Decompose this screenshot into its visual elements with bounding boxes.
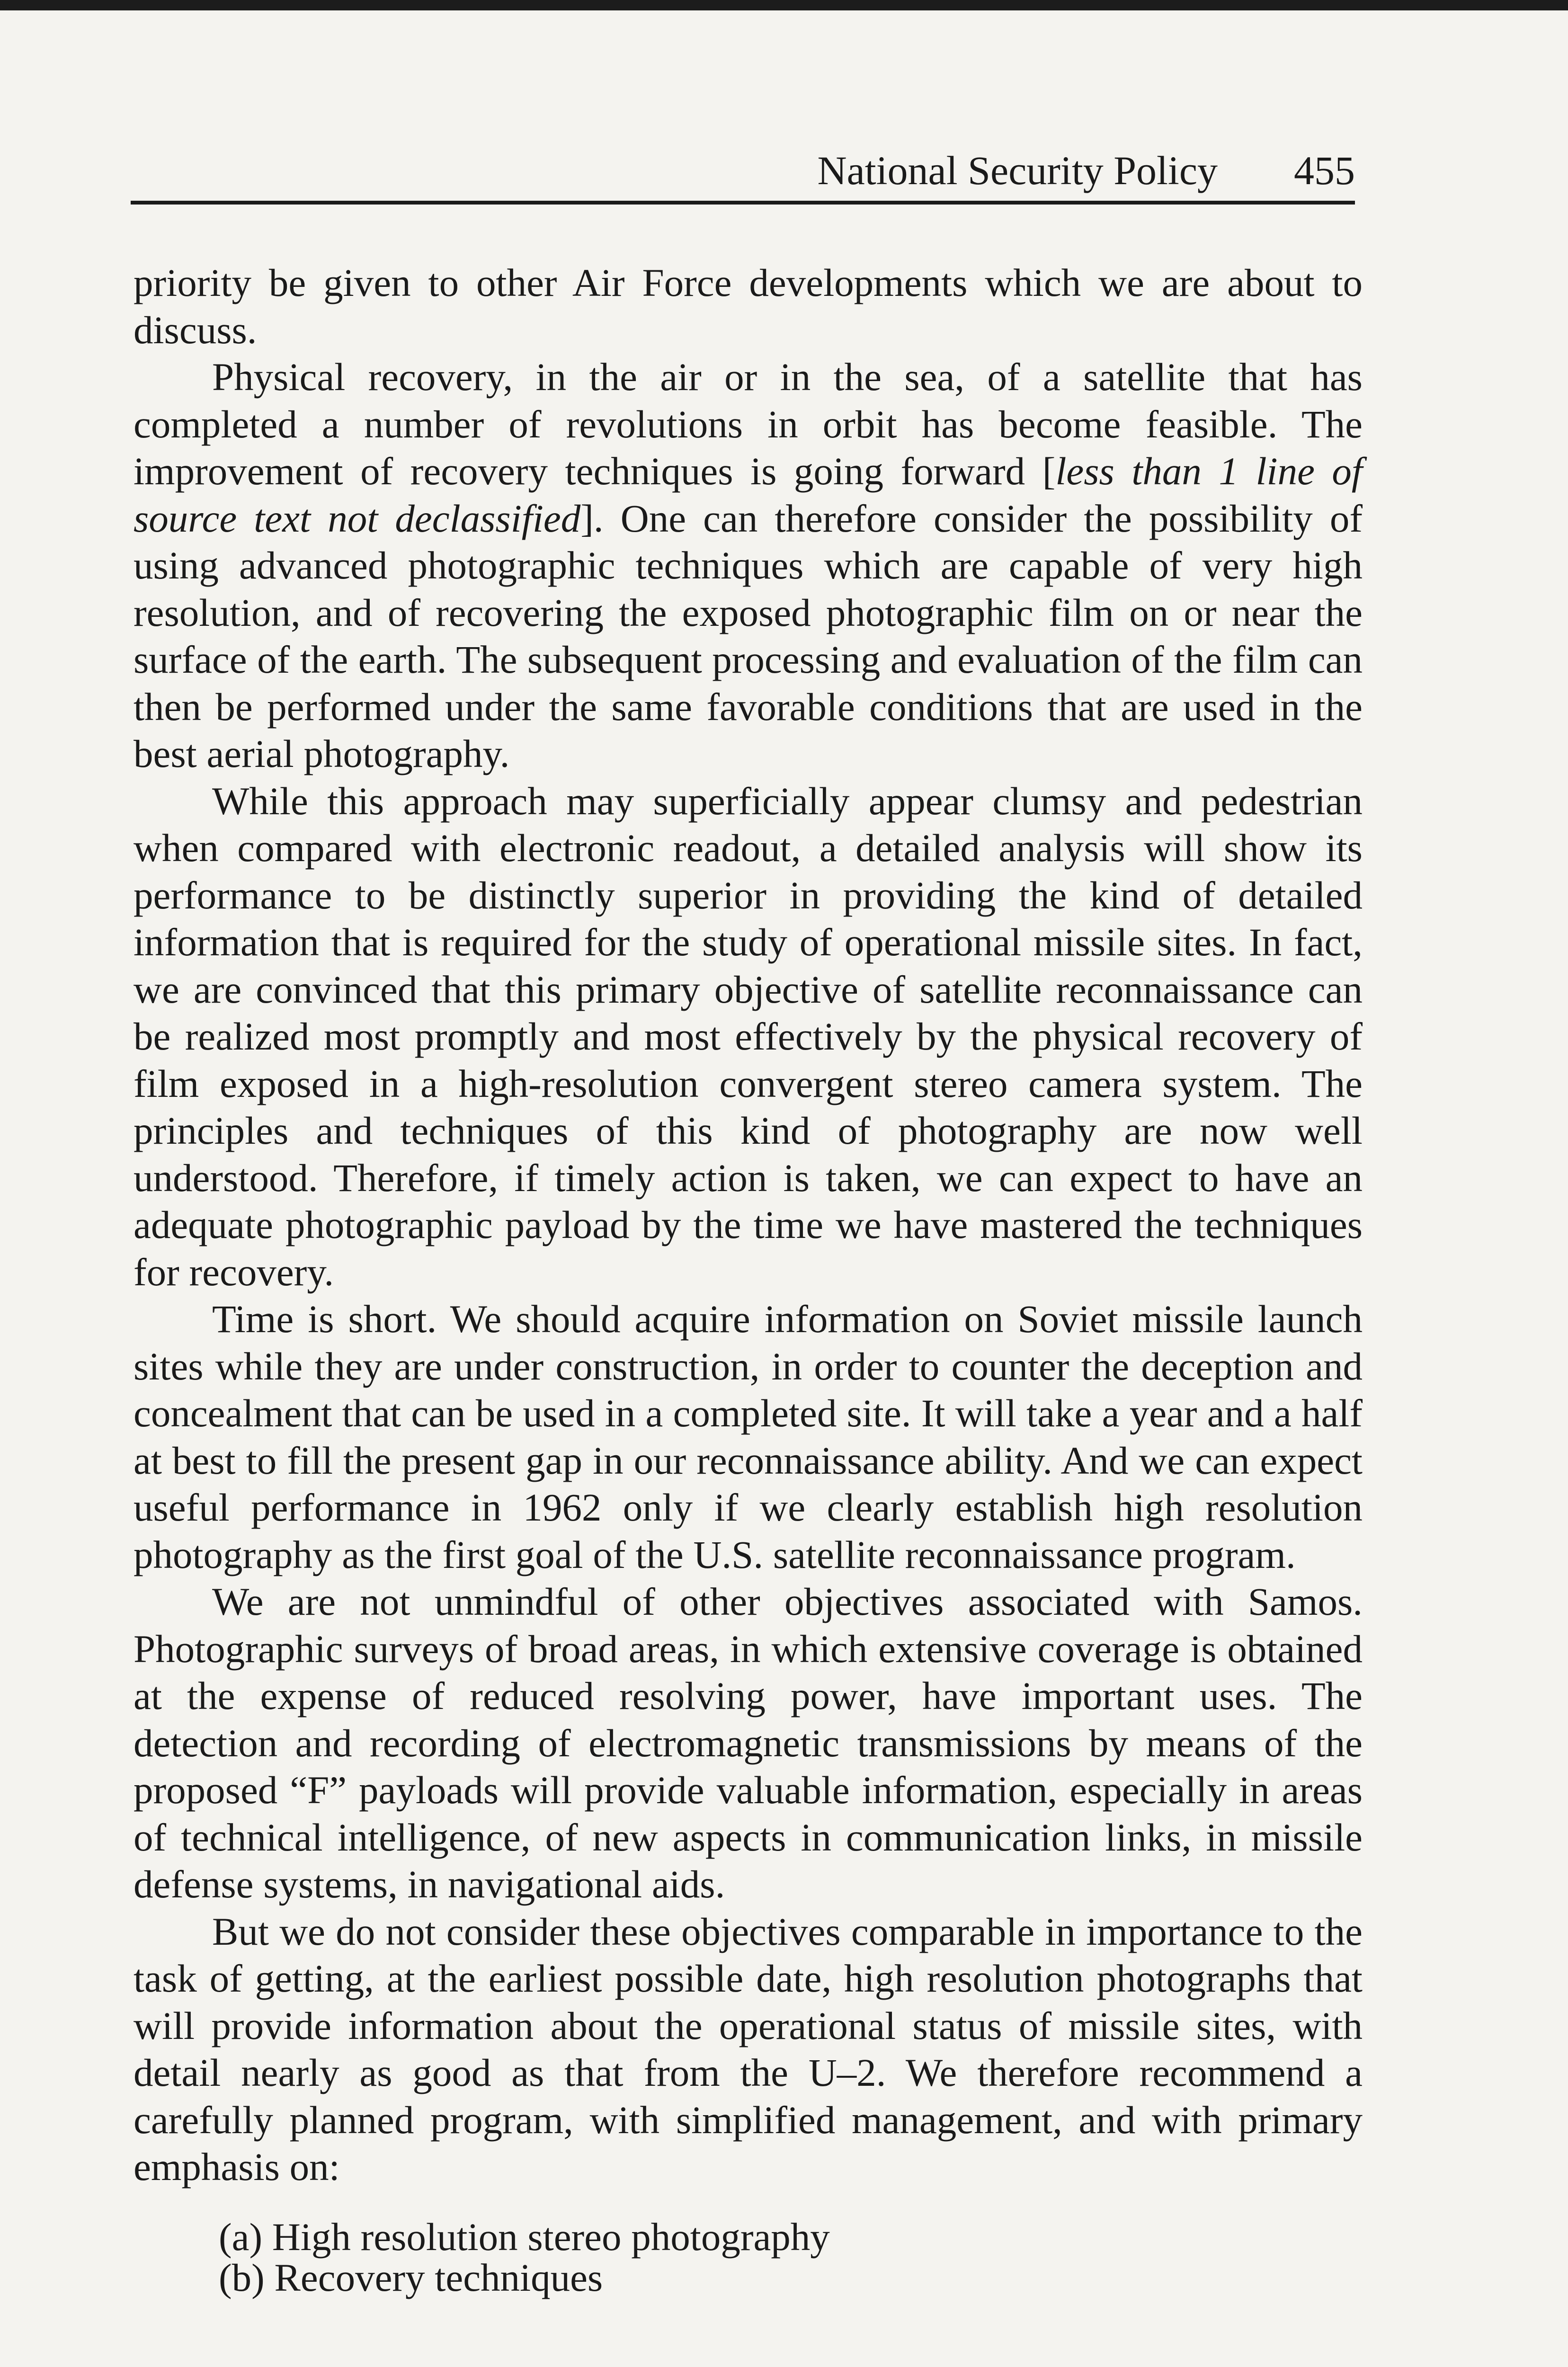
list-item: (b) Recovery techniques (219, 2255, 603, 2299)
bracket-close: ] (580, 496, 594, 540)
redaction-note: less than 1 line of source text not declassified (134, 449, 1363, 540)
paragraph-2-text-after: . One can therefore consider the possibility of using advanced photographic techniques which are capable of very high resolution, and of recovering the exposed photographic film on or near the surface of the earth. The subsequent processing and evaluation of the film can then be performed under the same favorable conditions that are used in the best aerial photography. (134, 496, 1363, 775)
list-item: (a) High resolution stereo photography (219, 2215, 830, 2259)
page-header (131, 142, 1355, 199)
emphasis-list (134, 2216, 1363, 2298)
body-text (134, 259, 1363, 2298)
header-rule (131, 201, 1355, 205)
paragraph-2-text-before: Physical recovery, in the air or in the sea, of a satellite that has completed a number of revolutions in orbit has become feasible. The improvement of recovery techniques is going forward (134, 355, 1363, 493)
paragraph-6: But we do not consider these objectives comparable in importance to the task of getting, at the earliest possible date, high resolution photographs that will provide information about the operational status of missile sites, with detail nearly as good as that from the U–2. We therefore recommend a carefully planned program, with simplified management, and with primary emphasis on: (134, 1909, 1363, 2189)
bracket-open: [ (1042, 449, 1056, 493)
paragraph-1: priority be given to other Air Force developments which we are about to discuss. (134, 261, 1363, 352)
paragraph-2 (134, 354, 1363, 778)
paragraph-3: While this approach may superficially appear clumsy and pedestrian when compared with electronic readout, a detailed analysis will show its performance to be distinctly superior in providing the kind of detailed information that is required for the study of operational missile sites. In fact, we are convinced that this primary objective of satellite reconnaissance can be realized most promptly and most effectively by the physical recovery of film exposed in a high-resolution convergent stereo camera system. The principles and techniques of this kind of photography are now well understood. Therefore, if timely action is taken, we can expect to have an adequate photographic payload by the time we have mastered the techniques for recovery. (134, 779, 1363, 1294)
page-number: 455 (1294, 148, 1355, 193)
paragraph-4: Time is short. We should acquire information on Soviet missile launch sites while they are under construction, in order to counter the deception and concealment that can be used in a completed site. It will take a year and a half at best to fill the present gap in our reconnaissance ability. And we can expect useful performance in 1962 only if we clearly establish high resolution photography as the first goal of the U.S. satellite reconnaissance program. (134, 1297, 1363, 1576)
page-top-edge (0, 0, 1568, 10)
running-title: National Security Policy (817, 148, 1218, 193)
paragraph-5: We are not unmindful of other objectives associated with Samos. Photographic surveys of broad areas, in which extensive coverage is obtained at the expense of reduced resolving power, have important uses. The detection and recording of electromagnetic transmissions by means of the proposed “F” payloads will provide valuable information, especially in areas of technical intelligence, of new aspects in communication links, in missile defense systems, in navigational aids. (134, 1580, 1363, 1906)
